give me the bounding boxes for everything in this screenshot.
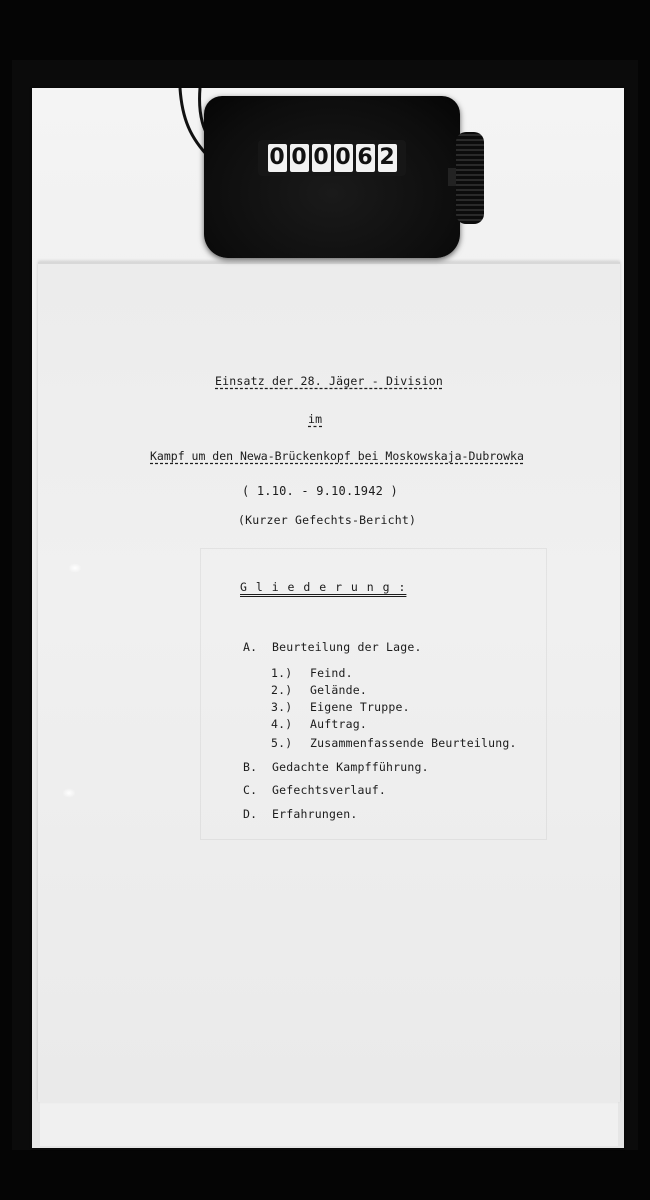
outline-item: Eigene Truppe. [310, 700, 410, 714]
outline-label: A. [243, 640, 258, 654]
outline-label: D. [243, 807, 258, 821]
counter-digit: 2 [379, 145, 395, 170]
counter-digit: 0 [269, 145, 285, 170]
outline-item: Feind. [310, 666, 353, 680]
outline-label: C. [243, 783, 258, 797]
document-title: Einsatz der 28. Jäger - Division [215, 374, 443, 388]
outline-label: 2.) [271, 683, 293, 697]
outline-label: 4.) [271, 717, 293, 731]
outline-item: Gedachte Kampfführung. [272, 760, 429, 774]
date-range: ( 1.10. - 9.10.1942 ) [242, 484, 398, 498]
counter-knob-icon [456, 132, 484, 224]
counter-digit: 0 [313, 145, 329, 170]
outline-heading: G l i e d e r u n g : [240, 580, 407, 594]
counter-digit: 6 [357, 145, 373, 170]
outline-label: 5.) [271, 736, 293, 750]
counter-display [258, 140, 406, 176]
frame-counter [204, 96, 460, 258]
outline-item: Erfahrungen. [272, 807, 358, 821]
outline-item: Gelände. [310, 683, 367, 697]
sheet-bottom-edge [40, 1100, 618, 1146]
counter-digit: 0 [291, 145, 307, 170]
document-title-connector: im [308, 412, 323, 426]
paper-speck [68, 563, 82, 573]
outline-item: Gefechtsverlauf. [272, 783, 386, 797]
outline-label: 1.) [271, 666, 293, 680]
outline-label: 3.) [271, 700, 293, 714]
outline-item: Auftrag. [310, 717, 367, 731]
outline-item: Zusammenfassende Beurteilung. [310, 736, 517, 750]
document-subtitle: (Kurzer Gefechts-Bericht) [238, 513, 417, 527]
outline-label: B. [243, 760, 258, 774]
counter-digit: 0 [335, 145, 351, 170]
outline-item: Beurteilung der Lage. [272, 640, 422, 654]
document-title-subject: Kampf um den Newa-Brückenkopf bei Moskowskaja-Dubrowka [150, 449, 524, 463]
paper-speck [62, 788, 76, 798]
